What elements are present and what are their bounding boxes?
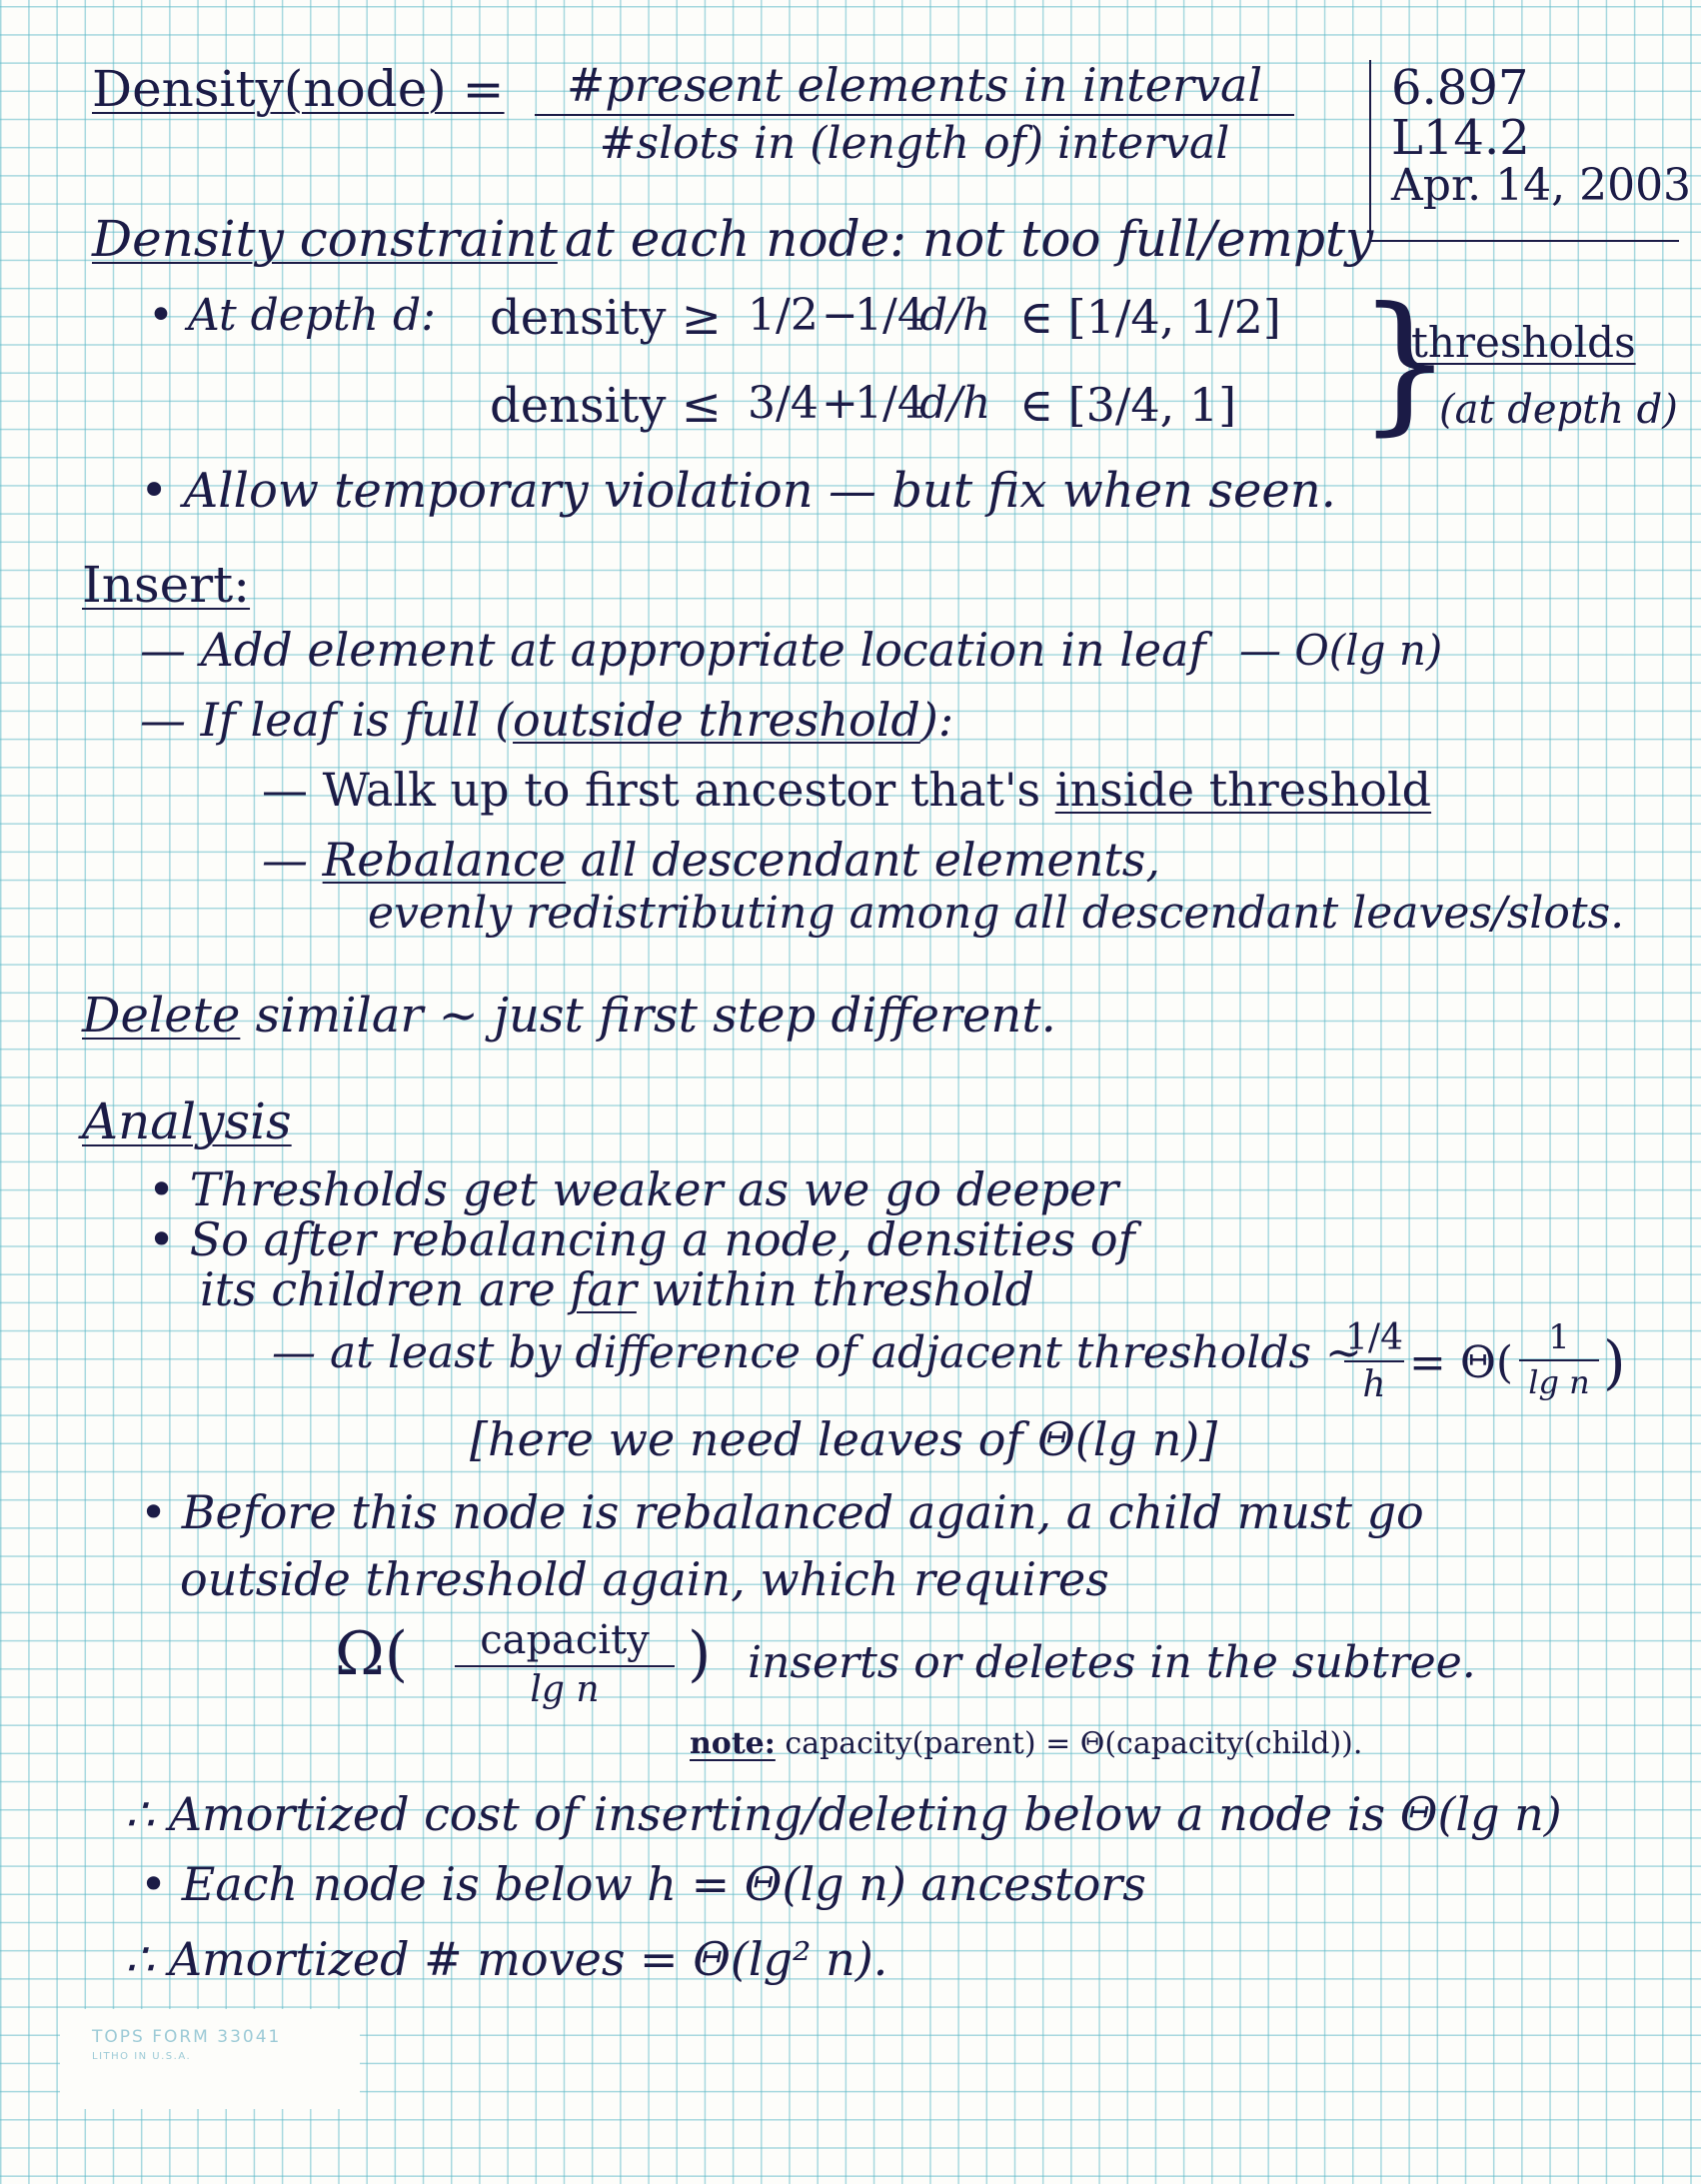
diff-numerator: 1/4 <box>1345 1317 1403 1358</box>
omega-bar <box>455 1665 675 1667</box>
walk-up-step <box>262 765 1431 816</box>
rebalance-step <box>262 835 1160 886</box>
fraction-bar <box>535 114 1294 116</box>
analysis-bullet-2b <box>200 1264 1034 1315</box>
constraint-rest: at each node: not too full/empty <box>565 210 1374 268</box>
within-text: within threshold <box>651 1262 1035 1316</box>
diff-denominator: h <box>1362 1364 1386 1405</box>
inside-threshold: inside threshold <box>1054 763 1432 817</box>
theta-numerator: 1 <box>1548 1317 1570 1357</box>
insert-step2 <box>140 695 953 746</box>
analysis-bullet-3: — at least by difference of adjacent thresholds ~ <box>272 1327 1362 1378</box>
analysis-bullet-5a: • Before this node is rebalanced again, a child must go <box>140 1485 1424 1539</box>
threshold-brace: } <box>1357 276 1453 450</box>
constraint-title: Density constraint <box>92 210 558 268</box>
thresholds-label: thresholds <box>1411 318 1636 367</box>
far-word: far <box>570 1262 637 1316</box>
theta-denominator: lg n <box>1528 1363 1590 1401</box>
theta-close: ) <box>1603 1328 1626 1396</box>
conclusion-1: ∴ Amortized cost of inserting/deleting below a node is Θ(lg n) <box>125 1787 1562 1841</box>
form-litho: LITHO IN U.S.A. <box>92 2051 192 2062</box>
thresholds-note: (at depth d) <box>1439 387 1678 433</box>
delete-line <box>82 990 1056 1043</box>
density-low-b: 1/4 <box>854 290 925 341</box>
rebalance-word: Rebalance <box>322 833 567 887</box>
children-text: its children are <box>200 1262 556 1316</box>
course-number: 6.897 <box>1391 60 1529 116</box>
density-high-range: ∈ [3/4, 1] <box>1019 378 1237 432</box>
density-low-word: density ≥ <box>490 290 722 346</box>
density-low-a: 1/2 <box>748 290 819 341</box>
insert-step2-end: ): <box>919 693 954 747</box>
omega-numerator: capacity <box>480 1617 650 1663</box>
threshold-diff-fraction <box>1344 1317 1404 1405</box>
density-denominator: #slots in (length of) interval <box>599 118 1230 169</box>
insert-step1-cost: — O(lg n) <box>1239 626 1443 675</box>
density-high-a: 3/4 <box>748 378 819 429</box>
delete-rest: similar ~ just first step different. <box>255 988 1056 1044</box>
omega-fraction <box>455 1617 675 1710</box>
density-fraction <box>535 58 1294 169</box>
density-numerator: #present elements in interval <box>566 58 1263 112</box>
analysis-bullet-1: • Thresholds get weaker as we go deeper <box>148 1162 1119 1216</box>
analysis-bullet-5b: outside threshold again, which requires <box>180 1552 1109 1606</box>
density-high-c: d/h <box>919 378 991 429</box>
conclusion-3: ∴ Amortized # moves = Θ(lg² n). <box>125 1932 888 1986</box>
note-text: capacity(parent) = Θ(capacity(child)). <box>785 1726 1363 1761</box>
walk-up-text: — Walk up to first ancestor that's <box>262 763 1041 817</box>
rebalance-continuation: evenly redistributing among all descendant leaves/slots. <box>368 888 1625 939</box>
at-depth-label: • At depth d: <box>148 290 436 341</box>
insert-title: Insert: <box>82 556 251 614</box>
insert-step1: — Add element at appropriate location in leaf <box>140 623 1206 677</box>
allow-violation: • Allow temporary violation — but fix when seen. <box>140 463 1336 519</box>
theta-bar <box>1519 1359 1599 1361</box>
lecture-number: L14.2 <box>1391 110 1530 166</box>
omega-open: Ω( <box>335 1619 409 1689</box>
density-low-c: d/h <box>919 290 991 341</box>
density-high-word: density ≤ <box>490 378 722 434</box>
insert-step2-start: — If leaf is full ( <box>140 693 514 747</box>
conclusion-2: • Each node is below h = Θ(lg n) ancestors <box>140 1857 1146 1911</box>
form-label <box>60 2009 360 2109</box>
delete-title: Delete <box>82 988 241 1044</box>
analysis-leaves-note: [here we need leaves of Θ(lg n)] <box>470 1412 1218 1466</box>
theta-open: = Θ( <box>1409 1337 1514 1388</box>
lecture-date: Apr. 14, 2003 <box>1391 160 1692 211</box>
rebalance-dash: — <box>262 833 323 887</box>
rebalance-text: all descendant elements, <box>580 833 1161 887</box>
analysis-title: Analysis <box>82 1092 292 1150</box>
density-low-op: − <box>822 290 858 341</box>
omega-rest: inserts or deletes in the subtree. <box>748 1637 1476 1688</box>
density-high-b: 1/4 <box>854 378 925 429</box>
omega-denominator: lg n <box>530 1669 600 1710</box>
header-underline <box>1369 240 1679 242</box>
diff-bar <box>1344 1360 1404 1362</box>
density-high-op: + <box>822 378 858 429</box>
density-low-range: ∈ [1/4, 1/2] <box>1019 290 1281 344</box>
capacity-note <box>690 1727 1362 1760</box>
analysis-bullet-2a: • So after rebalancing a node, densities of <box>148 1212 1135 1266</box>
note-label: note: <box>690 1726 776 1761</box>
theta-fraction <box>1519 1317 1599 1401</box>
form-name: TOPS FORM 33041 <box>92 2027 282 2047</box>
omega-close: ) <box>688 1619 712 1689</box>
density-lhs: Density(node) = <box>92 60 505 118</box>
outside-threshold: outside threshold <box>513 693 920 747</box>
